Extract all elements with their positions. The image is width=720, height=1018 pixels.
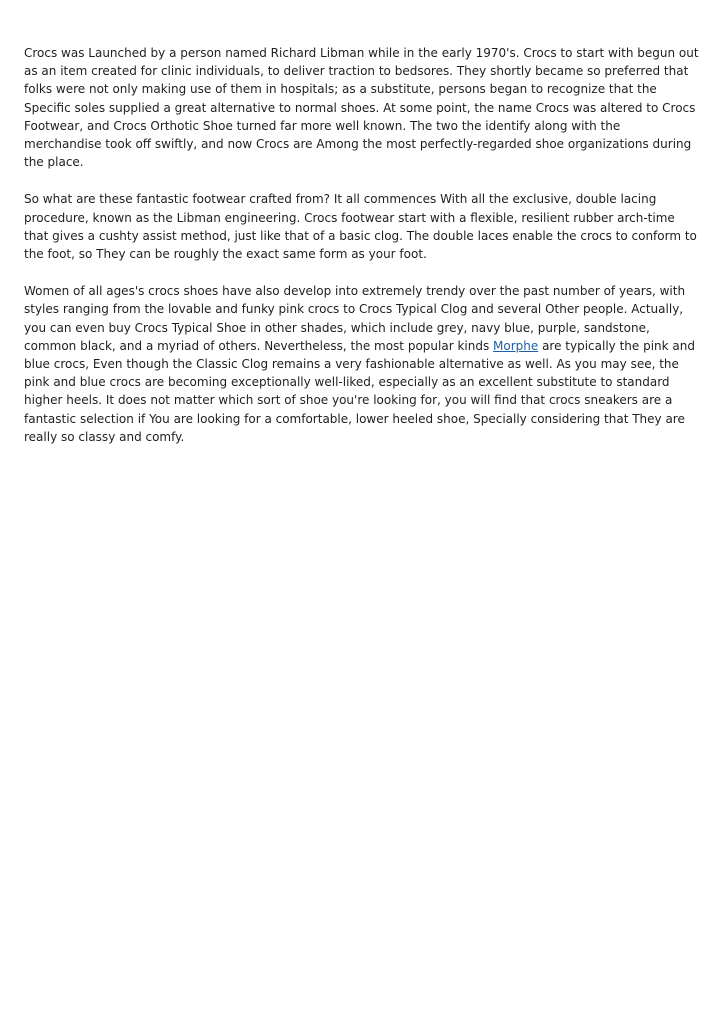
document-body (24, 44, 700, 465)
paragraph-styles-text-after: are typically the pink and blue crocs, Even though the Classic Clog remains a very fashionable alternative as well. As you may see, the pink and blue crocs are becoming exceptionally well-liked, especially as an excellent substitute to standard higher heels. It does not matter which sort of shoe you're looking for, you will find that crocs sneakers are a fantastic selection if You are looking for a comfortable, lower heeled shoe, Specially considering that They are really so classy and comfy. (24, 338, 695, 444)
morphe-link[interactable]: Morphe (493, 338, 539, 353)
paragraph-materials: So what are these fantastic footwear crafted from? It all commences With all the exclusive, double lacing procedure, known as the Libman engineering. Crocs footwear start with a flexible, resilient rubber arch-time that gives a cushty assist method, just like that of a basic clog. The double laces enable the crocs to conform to the foot, so They can be roughly the exact same form as your foot. (24, 192, 697, 262)
paragraph-styles-text-before: Women of all ages's crocs shoes have also develop into extremely trendy over the past number of years, with styles ranging from the lovable and funky pink crocs to Crocs Typical Clog and several Other people. Actually, you can even buy Crocs Typical Shoe in other shades, which include grey, navy blue, purple, sandstone, common black, and a myriad of others. Nevertheless, the most popular kinds (24, 284, 686, 353)
paragraph-history: Crocs was Launched by a person named Richard Libman while in the early 1970's. Crocs to start with begun out as an item created for clinic individuals, to deliver traction to bedsores. They shortly became so preferred that folks were not only making use of them in hospitals; as a substitute, persons began to recognize that the Specific soles supplied a great alternative to normal shoes. At some point, the name Crocs was altered to Crocs Footwear, and Crocs Orthotic Shoe turned far more well known. The two the identify along with the merchandise took off swiftly, and now Crocs are Among the most perfectly-regarded shoe organizations during the place. (24, 46, 699, 170)
paragraph-styles (24, 282, 700, 446)
